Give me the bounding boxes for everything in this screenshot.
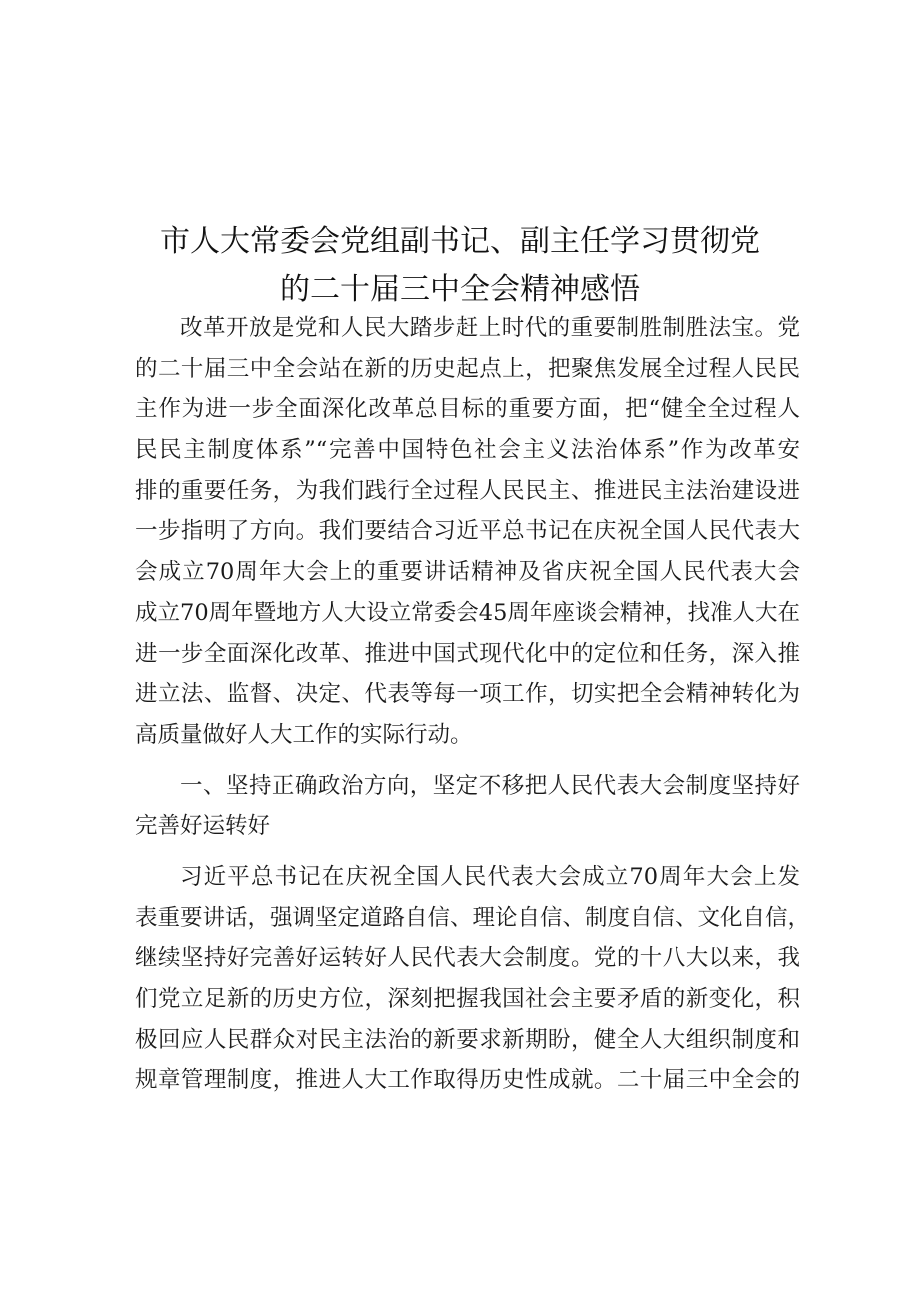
- document-title: [120, 218, 800, 314]
- paragraph-line: 表重要讲话，强调坚定道路自信、理论自信、制度自信、文化自信，: [135, 904, 811, 931]
- paragraph: [135, 308, 800, 756]
- paragraph-line: 们党立足新的历史方位，深刻把握我国社会主要矛盾的新变化，积: [135, 986, 800, 1012]
- heading-line: 一、坚持正确政治方向，坚定不移把人民代表大会制度坚持好: [180, 772, 800, 799]
- paragraph-line: 成立70周年暨地方人大设立常委会45周年座谈会精神，找准人大在: [135, 599, 800, 626]
- section-heading: [135, 766, 800, 847]
- paragraph-line: 进一步全面深化改革、推进中国式现代化中的定位和任务，深入推: [135, 640, 800, 667]
- document-body: [135, 308, 811, 1101]
- paragraph-line: 极回应人民群众对民主法治的新要求新期盼，健全人大组织制度和: [135, 1026, 800, 1053]
- paragraph-line: 高质量做好人大工作的实际行动。: [135, 721, 473, 748]
- paragraph-line: 改革开放是党和人民大踏步赶上时代的重要制胜制胜法宝。党: [180, 315, 800, 341]
- paragraph-line: 继续坚持好完善好运转好人民代表大会制度。党的十八大以来，我: [135, 945, 800, 972]
- paragraph-line: 主作为进一步全面深化改革总目标的重要方面，把“健全全过程人: [135, 396, 800, 423]
- paragraph-gap: [135, 756, 800, 766]
- paragraph-line: 排的重要任务，为我们践行全过程人民民主、推进民主法治建设进: [135, 477, 800, 504]
- paragraph-gap: [135, 847, 800, 857]
- paragraph-line: 进立法、监督、决定、代表等每一项工作，切实把全会精神转化为: [135, 681, 800, 708]
- paragraph-line: 规章管理制度，推进人大工作取得历史性成就。二十届三中全会的: [135, 1067, 800, 1094]
- paragraph-line: 的二十届三中全会站在新的历史起点上，把聚焦发展全过程人民民: [135, 355, 800, 382]
- title-line: 市人大常委会党组副书记、副主任学习贯彻党: [160, 224, 760, 259]
- paragraph-line: 习近平总书记在庆祝全国人民代表大会成立70周年大会上发: [180, 863, 800, 890]
- paragraph-line: 一步指明了方向。我们要结合习近平总书记在庆祝全国人民代表大: [135, 518, 800, 545]
- paragraph: [135, 857, 811, 1101]
- title-line: 的二十届三中全会精神感悟: [280, 272, 640, 307]
- heading-line: 完善好运转好: [135, 813, 271, 840]
- paragraph-line: 民民主制度体系”“完善中国特色社会主义法治体系”作为改革安: [135, 437, 800, 464]
- paragraph-line: 会成立70周年大会上的重要讲话精神及省庆祝全国人民代表大会: [135, 559, 800, 586]
